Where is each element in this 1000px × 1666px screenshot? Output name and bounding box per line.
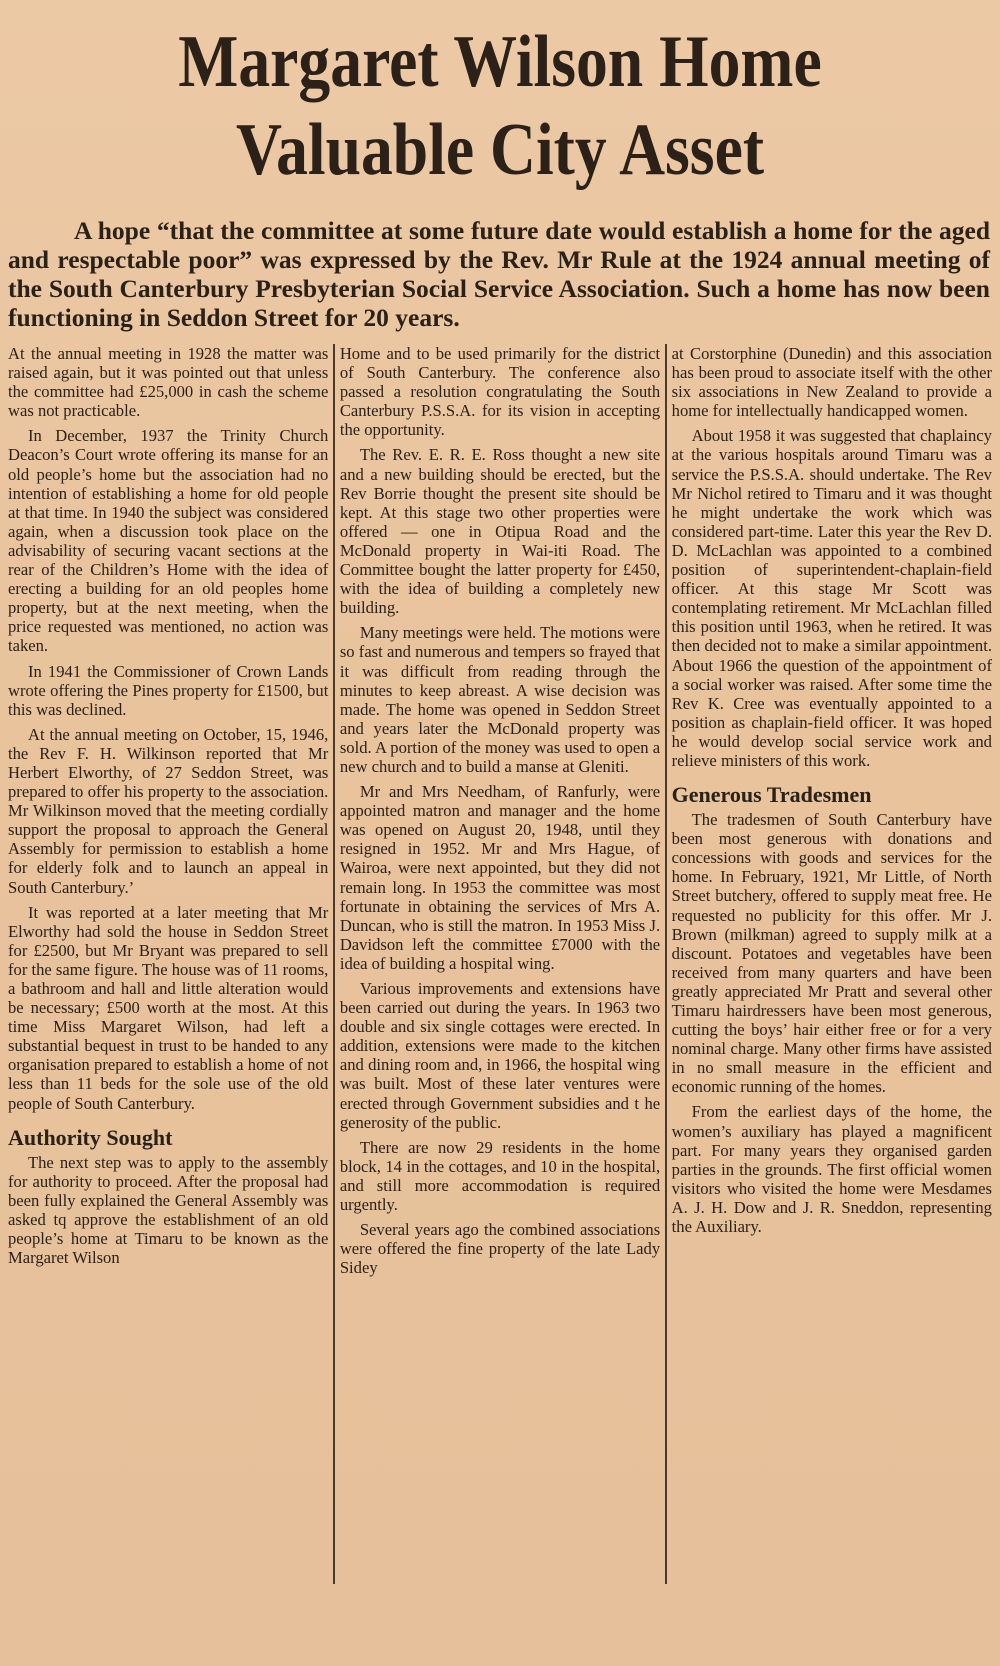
headline-line-1: Margaret Wilson Home [178, 21, 822, 103]
paragraph: It was reported at a later meeting that Mr Elworthy had sold the house in Seddon Street for £2500, but Mr Bryant was prepared to sell for the same figure. The house was of 11 rooms, a bathroom and hall and little alteration would be necessary; £500 worth at the most. At this time Miss Margaret Wilson, had left a substantial bequest in trust to be handed to any organisation prepared to establish a home of not less than 11 beds for the sole use of the old people of South Canterbury. [8, 902, 329, 1113]
standfirst: A hope “that the committee at some future date would establish a home for the aged and respectable poor” was expressed by the Rev. Mr Rule at the 1924 annual meeting of the South Canterbury Presbyterian Social Service Association. Such a home has now been functioning in Seddon Street for 20 years. [8, 216, 990, 332]
paragraph: Various improvements and extensions have been carried out during the years. In 1963 two double and six single cottages were erected. In addition, extensions were made to the kitchen and dining room and, in 1966, the hospital wing was built. Most of these later ventures were erected through Government subsidies and t he generosity of the public. [339, 979, 661, 1132]
paragraph: Many meetings were held. The motions were so fast and numerous and tempers so frayed that it was difficult from reading through the minutes to keep abreast. A wise decision was made. The home was opened in Seddon Street and years later the McDonald property was sold. A portion of the money was used to open a new church and to build a manse at Gleniti. [339, 623, 661, 776]
paragraph: At the annual meeting on October, 15, 1946, the Rev F. H. Wilkinson reported that Mr Herbert Elworthy, of 27 Seddon Street, was prepared to offer his property to the association. Mr Wilkinson moved that the meeting cordially support the proposal to approach the General Assembly for permission to establish a home for elderly folk and to launch an appeal in South Canterbury.’ [8, 724, 329, 897]
paragraph: The Rev. E. R. E. Ross thought a new site and a new building should be erected, but the Rev Borrie thought the present site should be kept. At this stage two other properties were offered — one in Otipua Road and the McDonald property in Wai-iti Road. The Committee bought the latter property for £450, with the idea of building a completely new building. [339, 445, 661, 618]
paragraph: Mr and Mrs Needham, of Ranfurly, were appointed matron and manager and the home was opened on August 20, 1948, until they resigned in 1952. Mr and Mrs Hague, of Wairoa, were next appointed, but they did not remain long. In 1953 the committee was most fortunate in obtaining the services of Mrs A. Duncan, who is still the matron. In 1953 Miss J. Davidson left the committee £7000 with the idea of building a hospital wing. [339, 782, 661, 973]
paragraph: at Corstorphine (Dunedin) and this association has been proud to associate itself with the other six associations in New Zealand to provide a home for intellectually handicapped women. [671, 344, 992, 421]
paragraph: There are now 29 residents in the home block, 14 in the cottages, and 10 in the hospital, and still more accommodation is required urgently. [339, 1137, 661, 1215]
paragraph: In 1941 the Commissioner of Crown Lands wrote offering the Pines property for £1500, but this was declined. [8, 661, 329, 719]
subheading-authority-sought: Authority Sought [8, 1124, 173, 1150]
column-1 [8, 344, 333, 1584]
article-columns [8, 344, 992, 1584]
paragraph: At the annual meeting in 1928 the matter was raised again, but it was pointed out that unless the committee had £25,000 in cash the scheme was not practicable. [8, 344, 329, 421]
paragraph: From the earliest days of the home, the women’s auxiliary has played a magnificent part. For many years they organised garden parties in the grounds. The first official women visitors who visited the home were Mesdames A. J. H. Dow and J. R. Sneddon, representing the Auxiliary. [671, 1102, 992, 1237]
headline-line-2: Valuable City Asset [235, 109, 765, 191]
headline [77, 18, 923, 194]
subheading-generous-tradesmen: Generous Tradesmen [671, 782, 872, 808]
column-3 [667, 344, 992, 1584]
paragraph: Several years ago the combined associations were offered the fine property of the late Lady Sidey [339, 1220, 661, 1278]
paragraph: Home and to be used primarily for the district of South Canterbury. The conference also passed a resolution congratulating the South Canterbury P.S.S.A. for its vision in accepting the opportunity. [339, 344, 661, 440]
column-2 [335, 344, 665, 1584]
paragraph: The tradesmen of South Canterbury have been most generous with donations and concessions with goods and services for the home. In February, 1921, Mr Little, of North Street butchery, offered to supply meat free. He requested no publicity for this offer. Mr J. Brown (milkman) agreed to supply milk at a discount. Potatoes and vegetables have been received from many quarters and have been greatly appreciated Mr Pratt and several other Timaru hairdressers have been most generous, cutting the boys’ hair either free or for a very nominal charge. Many other firms have assisted in no small measure in the efficient and economic running of the homes. [671, 810, 992, 1097]
paragraph: The next step was to apply to the assembly for authority to proceed. After the proposal had been fully explained the General Assembly was asked tq approve the establishment of an old people’s home at Timaru to be known as the Margaret Wilson [8, 1152, 329, 1268]
paragraph: About 1958 it was suggested that chaplaincy at the various hospitals around Timaru was a service the P.S.S.A. should undertake. The Rev Mr Nichol retired to Timaru and it was thought he might undertake the work which was considered part-time. Later this year the Rev D. D. McLachlan was appointed to a combined position of superintendent-chaplain-field officer. At this stage Mr Scott was contemplating retirement. Mr McLachlan filled this position until 1963, when he retired. It was then decided not to make a similar appointment. About 1966 the question of the appointment of a social worker was raised. After some time the Rev K. Cree was eventually appointed to a position as chaplain-field officer. It was hoped he would develop social service work and relieve ministers of this work. [671, 426, 992, 770]
paragraph: In December, 1937 the Trinity Church Deacon’s Court wrote offering its manse for an old people’s home but the association had no intention of establishing a home for old people at that time. In 1940 the subject was considered again, when a discussion took place on the advisability of securing vacant sections at the rear of the Children’s Home with the idea of erecting a building for an old peoples home property, but at the next meeting, when the price requested was mentioned, no action was taken. [8, 426, 329, 656]
